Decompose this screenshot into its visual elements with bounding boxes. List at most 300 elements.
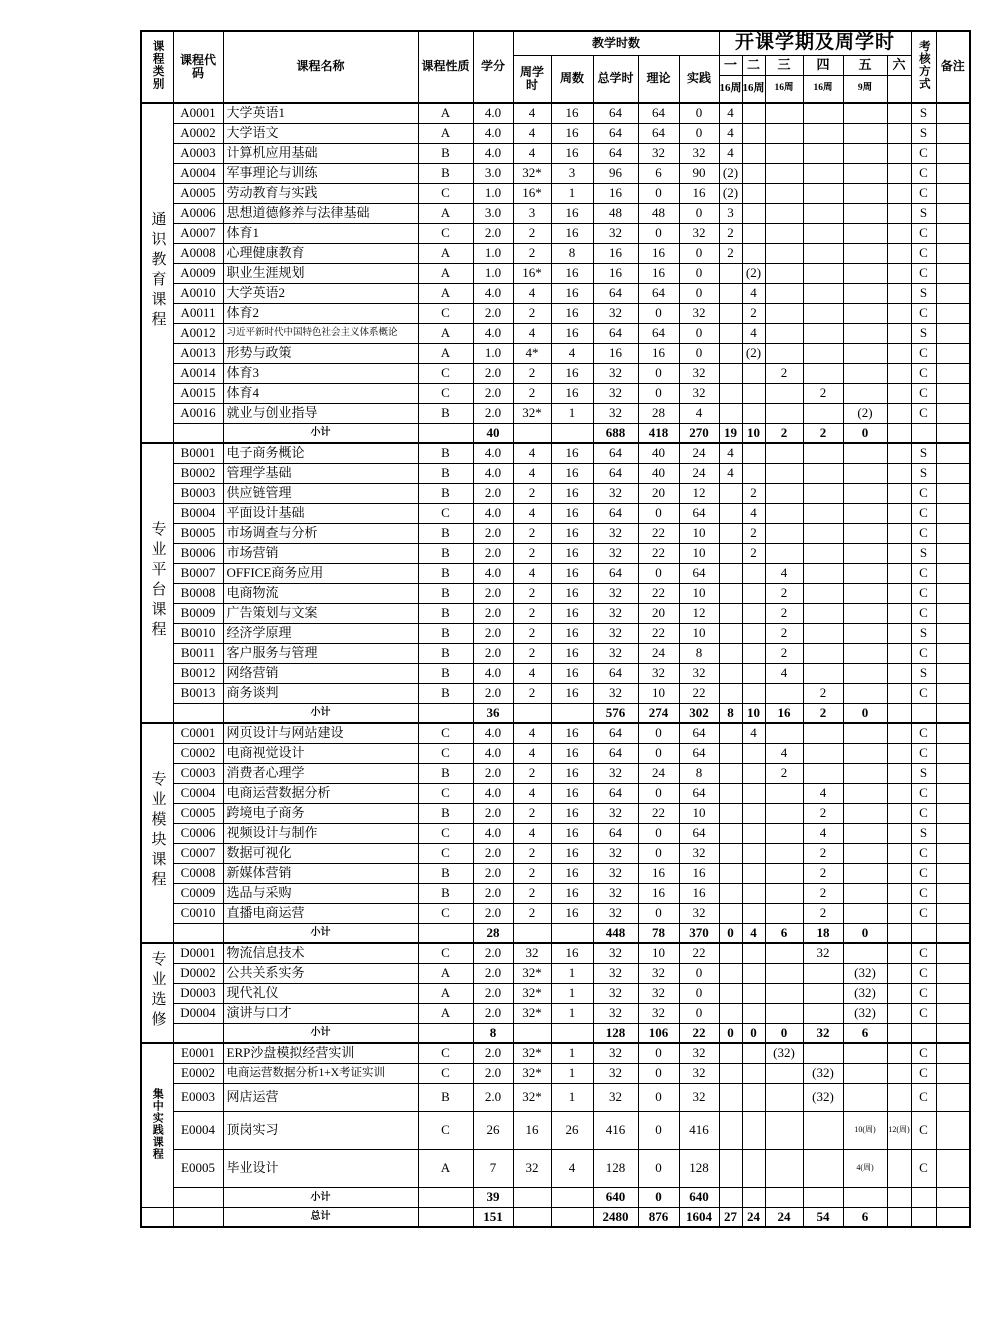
cell-weeks: 16 xyxy=(551,283,593,303)
header-nature: 课程性质 xyxy=(418,31,473,103)
cell-nature: B xyxy=(418,1083,473,1111)
cell-assessment: C xyxy=(911,943,936,963)
cell-course-name: 大学英语1 xyxy=(223,103,418,123)
cell-theory: 16 xyxy=(638,883,679,903)
cell-sem-6 xyxy=(887,1083,911,1111)
cell-assessment: C xyxy=(911,483,936,503)
header-total-hours: 总学时 xyxy=(593,55,638,103)
cell-practice: 10 xyxy=(679,803,719,823)
course-row xyxy=(141,463,970,483)
cell-sem-2 xyxy=(742,1003,765,1023)
cell-sem-3 xyxy=(765,823,803,843)
cell-theory: 0 xyxy=(638,383,679,403)
cell-theory: 0 xyxy=(638,783,679,803)
cell-sem-4 xyxy=(803,663,843,683)
cell-theory: 64 xyxy=(638,103,679,123)
cell-course-code: B0010 xyxy=(173,623,223,643)
cell-total-hours: 64 xyxy=(593,443,638,463)
cell-course-code: A0014 xyxy=(173,363,223,383)
cell-course-code xyxy=(173,923,223,943)
cell-remark xyxy=(936,763,970,783)
cell-nature: B xyxy=(418,663,473,683)
cell-course-code xyxy=(173,423,223,443)
cell-weekly-hours: 2 xyxy=(513,863,551,883)
cell-sem-6 xyxy=(887,283,911,303)
cell-weeks: 16 xyxy=(551,603,593,623)
cell-sem-3 xyxy=(765,163,803,183)
header-row-1 xyxy=(141,31,970,55)
cell-sem-4 xyxy=(803,243,843,263)
cell-sem-2: 24 xyxy=(742,1207,765,1227)
cell-sem-5 xyxy=(843,163,887,183)
course-row xyxy=(141,303,970,323)
subtotal-row xyxy=(141,1187,970,1207)
cell-weeks: 16 xyxy=(551,443,593,463)
cell-course-name: 物流信息技术 xyxy=(223,943,418,963)
header-teaching-hours-group: 教学时数 xyxy=(513,31,719,55)
cell-credits: 2.0 xyxy=(473,483,513,503)
cell-sem-3 xyxy=(765,483,803,503)
cell-sem-1: 2 xyxy=(719,223,742,243)
cell-assessment: S xyxy=(911,103,936,123)
cell-nature: B xyxy=(418,443,473,463)
cell-weekly-hours: 2 xyxy=(513,903,551,923)
course-row xyxy=(141,883,970,903)
cell-assessment: S xyxy=(911,443,936,463)
cell-sem-4 xyxy=(803,403,843,423)
cell-assessment xyxy=(911,1023,936,1043)
course-row xyxy=(141,683,970,703)
cell-sem-6 xyxy=(887,143,911,163)
cell-total-hours: 32 xyxy=(593,1043,638,1063)
cell-sem-3: 2 xyxy=(765,623,803,643)
cell-assessment: C xyxy=(911,1003,936,1023)
cell-credits: 2.0 xyxy=(473,1003,513,1023)
cell-nature: A xyxy=(418,983,473,1003)
cell-nature: C xyxy=(418,503,473,523)
course-row xyxy=(141,183,970,203)
cell-sem-5 xyxy=(843,263,887,283)
cell-credits: 2.0 xyxy=(473,943,513,963)
cell-sem-3: 4 xyxy=(765,563,803,583)
cell-sem-4 xyxy=(803,603,843,623)
cell-sem-5 xyxy=(843,643,887,663)
cell-theory: 876 xyxy=(638,1207,679,1227)
cell-sem-5 xyxy=(843,1063,887,1083)
cell-course-code: A0001 xyxy=(173,103,223,123)
cell-sem-2 xyxy=(742,683,765,703)
cell-remark xyxy=(936,563,970,583)
course-row xyxy=(141,383,970,403)
cell-assessment: C xyxy=(911,803,936,823)
cell-course-code: C0006 xyxy=(173,823,223,843)
cell-sem-1: 19 xyxy=(719,423,742,443)
course-row xyxy=(141,483,970,503)
cell-remark xyxy=(936,203,970,223)
cell-sem-4: 18 xyxy=(803,923,843,943)
cell-sem-6 xyxy=(887,483,911,503)
cell-course-name: 电商运营数据分析 xyxy=(223,783,418,803)
cell-sem-1 xyxy=(719,623,742,643)
cell-course-code: C0008 xyxy=(173,863,223,883)
cell-sem-2 xyxy=(742,803,765,823)
cell-course-code: A0008 xyxy=(173,243,223,263)
cell-sem-3 xyxy=(765,963,803,983)
course-row xyxy=(141,543,970,563)
cell-practice: 32 xyxy=(679,663,719,683)
cell-weeks: 16 xyxy=(551,263,593,283)
cell-course-name: 新媒体营销 xyxy=(223,863,418,883)
cell-total-hours: 96 xyxy=(593,163,638,183)
cell-weekly-hours: 2 xyxy=(513,523,551,543)
cell-sem-6 xyxy=(887,1023,911,1043)
cell-assessment: C xyxy=(911,523,936,543)
cell-remark xyxy=(936,783,970,803)
course-row xyxy=(141,443,970,463)
cell-credits: 2.0 xyxy=(473,1083,513,1111)
cell-sem-2 xyxy=(742,603,765,623)
cell-remark xyxy=(936,683,970,703)
cell-course-code: A0004 xyxy=(173,163,223,183)
cell-weekly-hours: 4 xyxy=(513,103,551,123)
cell-weeks: 16 xyxy=(551,623,593,643)
cell-credits: 2.0 xyxy=(473,903,513,923)
cell-remark xyxy=(936,863,970,883)
cell-theory: 0 xyxy=(638,1083,679,1111)
cell-remark xyxy=(936,723,970,743)
cell-sem-1 xyxy=(719,1083,742,1111)
cell-practice: 640 xyxy=(679,1187,719,1207)
cell-sem-1 xyxy=(719,483,742,503)
course-row xyxy=(141,1043,970,1063)
cell-sem-6 xyxy=(887,303,911,323)
cell-sem-4 xyxy=(803,1043,843,1063)
cell-total-hours: 32 xyxy=(593,303,638,323)
cell-nature: A xyxy=(418,263,473,283)
cell-practice: 32 xyxy=(679,1043,719,1063)
cell-theory: 24 xyxy=(638,763,679,783)
cell-assessment: C xyxy=(911,743,936,763)
cell-sem-5 xyxy=(843,143,887,163)
cell-course-code: A0012 xyxy=(173,323,223,343)
cell-total-hours: 32 xyxy=(593,983,638,1003)
cell-sem-1: 4 xyxy=(719,463,742,483)
cell-sem-1: 27 xyxy=(719,1207,742,1227)
cell-sem-5 xyxy=(843,883,887,903)
cell-sem-6 xyxy=(887,1187,911,1207)
cell-remark xyxy=(936,703,970,723)
cell-total-hours: 32 xyxy=(593,523,638,543)
cell-sem-2: 10 xyxy=(742,703,765,723)
header-sem-6-weeks xyxy=(887,75,911,103)
cell-course-code: E0005 xyxy=(173,1149,223,1187)
cell-theory: 274 xyxy=(638,703,679,723)
cell-sem-6 xyxy=(887,743,911,763)
cell-practice: 24 xyxy=(679,463,719,483)
cell-course-code: C0003 xyxy=(173,763,223,783)
cell-remark xyxy=(936,623,970,643)
cell-sem-2 xyxy=(742,643,765,663)
cell-sem-6 xyxy=(887,863,911,883)
cell-practice: 12 xyxy=(679,483,719,503)
cell-remark xyxy=(936,503,970,523)
cell-total-hours: 32 xyxy=(593,883,638,903)
header-name: 课程名称 xyxy=(223,31,418,103)
cell-credits: 4.0 xyxy=(473,503,513,523)
header-category: 课程类别 xyxy=(141,31,173,103)
cell-sem-2 xyxy=(742,143,765,163)
cell-course-code xyxy=(173,1207,223,1227)
cell-course-code: C0002 xyxy=(173,743,223,763)
course-row xyxy=(141,943,970,963)
cell-practice: 32 xyxy=(679,1083,719,1111)
cell-sem-3: (32) xyxy=(765,1043,803,1063)
cell-theory: 16 xyxy=(638,343,679,363)
cell-nature: A xyxy=(418,123,473,143)
cell-sem-5 xyxy=(843,863,887,883)
cell-total-hours: 32 xyxy=(593,843,638,863)
cell-sem-3 xyxy=(765,123,803,143)
cell-sem-2 xyxy=(742,863,765,883)
cell-theory: 32 xyxy=(638,663,679,683)
cell-course-name: 数据可视化 xyxy=(223,843,418,863)
cell-weeks: 16 xyxy=(551,883,593,903)
cell-remark xyxy=(936,223,970,243)
cell-credits: 2.0 xyxy=(473,683,513,703)
cell-weeks: 16 xyxy=(551,523,593,543)
cell-sem-4: 2 xyxy=(803,383,843,403)
cell-sem-6 xyxy=(887,443,911,463)
cell-remark xyxy=(936,1003,970,1023)
cell-sem-1 xyxy=(719,723,742,743)
cell-sem-4 xyxy=(803,303,843,323)
cell-total-hours: 688 xyxy=(593,423,638,443)
cell-total-hours: 32 xyxy=(593,643,638,663)
cell-weeks: 1 xyxy=(551,1083,593,1111)
cell-sem-4 xyxy=(803,363,843,383)
cell-course-name: ERP沙盘模拟经营实训 xyxy=(223,1043,418,1063)
course-row xyxy=(141,223,970,243)
cell-sem-3: 2 xyxy=(765,763,803,783)
cell-sem-2: 2 xyxy=(742,483,765,503)
cell-sem-1 xyxy=(719,823,742,843)
course-row xyxy=(141,503,970,523)
header-theory: 理论 xyxy=(638,55,679,103)
cell-sem-4 xyxy=(803,283,843,303)
cell-sem-4 xyxy=(803,123,843,143)
cell-weeks: 16 xyxy=(551,903,593,923)
cell-weeks: 26 xyxy=(551,1111,593,1149)
cell-practice: 32 xyxy=(679,843,719,863)
cell-weekly-hours: 4 xyxy=(513,143,551,163)
cell-theory: 22 xyxy=(638,523,679,543)
course-row xyxy=(141,583,970,603)
cell-total-hours: 64 xyxy=(593,663,638,683)
cell-remark xyxy=(936,463,970,483)
cell-sem-5 xyxy=(843,543,887,563)
cell-remark xyxy=(936,1043,970,1063)
cell-credits: 1.0 xyxy=(473,343,513,363)
cell-sem-5: (32) xyxy=(843,983,887,1003)
cell-remark xyxy=(936,163,970,183)
cell-sem-6 xyxy=(887,203,911,223)
cell-practice: 64 xyxy=(679,723,719,743)
cell-sem-4: 2 xyxy=(803,883,843,903)
cell-credits: 2.0 xyxy=(473,763,513,783)
cell-theory: 0 xyxy=(638,1043,679,1063)
cell-course-code: B0007 xyxy=(173,563,223,583)
cell-remark xyxy=(936,123,970,143)
cell-nature: B xyxy=(418,143,473,163)
cell-sem-6 xyxy=(887,703,911,723)
cell-theory: 32 xyxy=(638,963,679,983)
cell-nature: C xyxy=(418,1063,473,1083)
cell-theory: 16 xyxy=(638,243,679,263)
cell-remark xyxy=(936,883,970,903)
cell-sem-4 xyxy=(803,1003,843,1023)
category-label: 专业选修 xyxy=(149,950,166,1031)
cell-credits: 2.0 xyxy=(473,223,513,243)
cell-sem-4 xyxy=(803,1149,843,1187)
subtotal-label: 小计 xyxy=(223,423,418,443)
cell-sem-3: 2 xyxy=(765,423,803,443)
course-row xyxy=(141,103,970,123)
cell-remark xyxy=(936,1083,970,1111)
cell-sem-5 xyxy=(843,183,887,203)
cell-nature: B xyxy=(418,463,473,483)
cell-sem-3: 0 xyxy=(765,1023,803,1043)
cell-nature: B xyxy=(418,883,473,903)
cell-remark xyxy=(936,443,970,463)
cell-course-name: 供应链管理 xyxy=(223,483,418,503)
cell-total-hours: 16 xyxy=(593,183,638,203)
cell-course-name: 大学语文 xyxy=(223,123,418,143)
cell-theory: 0 xyxy=(638,223,679,243)
cell-sem-2 xyxy=(742,1149,765,1187)
cell-sem-5 xyxy=(843,323,887,343)
cell-sem-5 xyxy=(843,363,887,383)
cell-weeks: 16 xyxy=(551,323,593,343)
course-row xyxy=(141,1003,970,1023)
cell-sem-1: 0 xyxy=(719,923,742,943)
cell-sem-6 xyxy=(887,323,911,343)
cell-nature: A xyxy=(418,1149,473,1187)
cell-nature: C xyxy=(418,303,473,323)
cell-sem-3 xyxy=(765,183,803,203)
cell-sem-4: 4 xyxy=(803,783,843,803)
cell-credits: 4.0 xyxy=(473,743,513,763)
cell-practice: 0 xyxy=(679,203,719,223)
cell-total-hours: 32 xyxy=(593,623,638,643)
cell-nature: B xyxy=(418,523,473,543)
cell-weekly-hours: 16* xyxy=(513,183,551,203)
cell-weeks: 16 xyxy=(551,103,593,123)
cell-weekly-hours: 2 xyxy=(513,683,551,703)
cell-sem-2 xyxy=(742,203,765,223)
cell-sem-5 xyxy=(843,283,887,303)
cell-sem-3: 24 xyxy=(765,1207,803,1227)
cell-sem-5 xyxy=(843,723,887,743)
cell-weekly-hours: 2 xyxy=(513,483,551,503)
cell-assessment: C xyxy=(911,163,936,183)
cell-weeks: 1 xyxy=(551,963,593,983)
cell-sem-6 xyxy=(887,403,911,423)
cell-course-code: B0008 xyxy=(173,583,223,603)
cell-weeks: 16 xyxy=(551,743,593,763)
cell-theory: 78 xyxy=(638,923,679,943)
cell-course-name: 选品与采购 xyxy=(223,883,418,903)
cell-sem-6 xyxy=(887,383,911,403)
cell-sem-2 xyxy=(742,883,765,903)
cell-sem-4: 2 xyxy=(803,843,843,863)
cell-remark xyxy=(936,1207,970,1227)
cell-category xyxy=(141,1207,173,1227)
cell-credits: 3.0 xyxy=(473,163,513,183)
cell-sem-2 xyxy=(742,663,765,683)
cell-weekly-hours: 2 xyxy=(513,883,551,903)
cell-credits: 39 xyxy=(473,1187,513,1207)
cell-sem-3 xyxy=(765,283,803,303)
cell-sem-4 xyxy=(803,1111,843,1149)
cell-practice: 370 xyxy=(679,923,719,943)
cell-weekly-hours: 4 xyxy=(513,663,551,683)
header-sem-3: 三 xyxy=(765,55,803,75)
cell-sem-4 xyxy=(803,983,843,1003)
course-row xyxy=(141,263,970,283)
cell-sem-3: 2 xyxy=(765,363,803,383)
cell-sem-2: 4 xyxy=(742,323,765,343)
cell-weekly-hours: 2 xyxy=(513,363,551,383)
cell-sem-3: 6 xyxy=(765,923,803,943)
course-row xyxy=(141,403,970,423)
cell-theory: 32 xyxy=(638,983,679,1003)
cell-credits: 40 xyxy=(473,423,513,443)
cell-sem-6 xyxy=(887,503,911,523)
cell-sem-3 xyxy=(765,1063,803,1083)
cell-sem-5 xyxy=(843,943,887,963)
cell-weeks: 16 xyxy=(551,683,593,703)
cell-sem-1 xyxy=(719,643,742,663)
cell-assessment xyxy=(911,923,936,943)
course-row xyxy=(141,983,970,1003)
cell-sem-1: 3 xyxy=(719,203,742,223)
cell-total-hours: 32 xyxy=(593,543,638,563)
cell-sem-5 xyxy=(843,823,887,843)
cell-sem-1 xyxy=(719,863,742,883)
cell-sem-1 xyxy=(719,803,742,823)
cell-credits: 1.0 xyxy=(473,263,513,283)
cell-theory: 0 xyxy=(638,723,679,743)
cell-sem-4: (32) xyxy=(803,1063,843,1083)
cell-remark xyxy=(936,263,970,283)
cell-practice: 32 xyxy=(679,363,719,383)
cell-weekly-hours: 4 xyxy=(513,743,551,763)
cell-credits: 2.0 xyxy=(473,1043,513,1063)
cell-course-code: B0002 xyxy=(173,463,223,483)
cell-weeks: 16 xyxy=(551,383,593,403)
header-sem-2-weeks: 16周 xyxy=(742,75,765,103)
cell-course-name: 体育2 xyxy=(223,303,418,323)
cell-sem-2 xyxy=(742,383,765,403)
cell-remark xyxy=(936,523,970,543)
cell-sem-1 xyxy=(719,663,742,683)
cell-sem-1: 4 xyxy=(719,143,742,163)
cell-remark xyxy=(936,423,970,443)
cell-sem-2 xyxy=(742,623,765,643)
cell-sem-3 xyxy=(765,463,803,483)
cell-sem-2: 2 xyxy=(742,523,765,543)
cell-sem-2 xyxy=(742,583,765,603)
